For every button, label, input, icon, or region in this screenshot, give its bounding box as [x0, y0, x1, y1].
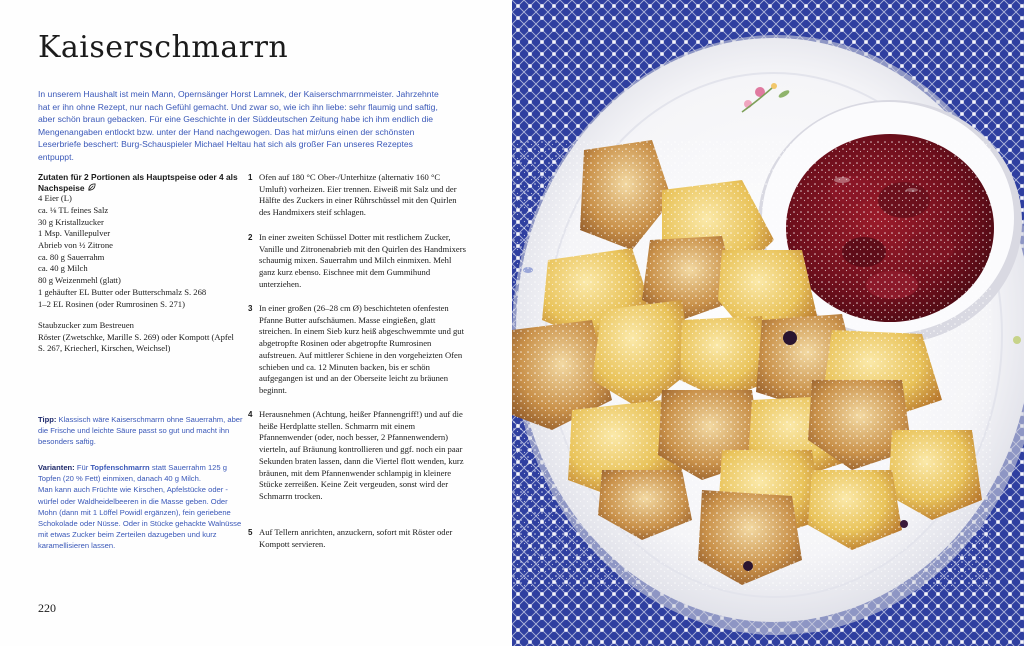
serving-extras [38, 320, 243, 355]
step-text: Ofen auf 180 °C Ober-/Unterhitze (alternativ 160 °C Umluft) vorheizen. Eier trennen. Eiweiß mit Salz und der Hälfte des Zuckers in einer Rührschüssel mit den Quirlen des Handmixers steif schlagen. [259, 172, 457, 218]
serving-note: Röster (Zwetschke, Marille S. 269) oder Kompott (Apfel S. 267, Kriecherl, Kirschen, Weichsel) [38, 331, 234, 354]
tip-label: Tipp: [38, 415, 57, 424]
ingredient-item: Abrieb von ½ Zitrone [38, 240, 113, 250]
ingredients-list [38, 193, 238, 310]
variants-more: Man kann auch Früchte wie Kirschen, Apfelstücke oder -würfel oder Waldheidelbeeren in die Masse geben. Oder Mohn (dann mit 1 Löffel Powidl ergänzen), fein geriebene Schokolade oder Nüsse. Oder in Stücke gehackte Walnüsse mit etwas Zucker beim Zerteilen dazugeben und kurz karamellisieren lassen. [38, 485, 242, 551]
step-number: 3 [248, 304, 253, 313]
step-number: 5 [248, 528, 253, 537]
intro-text: In unserem Haushalt ist mein Mann, Opernsänger Horst Lamnek, der Kaiserschmarrnmeister. Jahrzehnte hat er ihn ohne Rezept, nur nach Gefühl gemacht. Und zwar so, wie ich ihn liebe: sehr flaumig und saftig, aber schön braun gebacken. Für eine Geschichte in der Süddeutschen Zeitung habe ich ihm endlich die Mengenangaben entlockt bzw. unter der Hand nachgewogen. Das hat mir/uns einen der schönsten Leserbriefe beschert: Burg-Schauspieler Michael Heltau hat sich als großer Fan unseres Rezeptes entpuppt. [38, 89, 439, 162]
step-4 [248, 409, 468, 503]
dusting-note: Staubzucker zum Bestreuen [38, 320, 134, 330]
ingredient-item: 1 Msp. Vanillepulver [38, 228, 111, 239]
vegetarian-leaf-icon [87, 183, 96, 192]
ingredient-item: 1–2 EL Rosinen (oder Rumrosinen S. 271) [38, 298, 185, 309]
right-page-photo [512, 0, 1024, 646]
ingredient-item: ca. 40 g Milch [38, 263, 88, 274]
step-number: 4 [248, 410, 253, 419]
ingredient-item: 80 g Weizenmehl (glatt) [38, 275, 121, 286]
step-text: In einer zweiten Schüssel Dotter mit restlichem Zucker, Vanille und Zitronenabrieb mit den Quirlen des Handmixers schaumig mixen. Sauerrahm und Milch einmixen. Mehl ganz kurz ebenso. Eischnee mit dem Gummihund unterziehen. [259, 232, 466, 289]
kaiserschmarrn-photo [512, 0, 1024, 646]
ingredient-item: ca. 80 g Sauerrahm [38, 251, 105, 262]
page-number: 220 [38, 601, 56, 615]
variants-pre: Für [74, 463, 91, 472]
step-number: 1 [248, 173, 253, 182]
step-2 [248, 232, 468, 291]
step-3 [248, 303, 468, 397]
tip-note [38, 414, 248, 448]
ingredients-heading-text: Zutaten für 2 Portionen als Hauptspeise oder 4 als Nachspeise [38, 172, 238, 193]
tip-text: Klassisch wäre Kaiserschmarrn ohne Sauerrahm, aber die Frische und leichte Säure passt so gut und macht ihn besonders saftig. [38, 415, 243, 447]
variants-bold: Topfenschmarrn [90, 463, 150, 472]
variants-first [38, 462, 248, 484]
kaiserschmarrn-pieces [512, 140, 992, 590]
recipe-title: Kaiserschmarrn [38, 30, 289, 65]
ingredient-item: 30 g Kristallzucker [38, 216, 104, 227]
variants-post: statt Sauerrahm 125 g Topfen (20 % Fett) einmixen, danach 40 g Milch. [38, 463, 227, 484]
ingredients-heading [38, 172, 238, 193]
step-text: In einer großen (26–28 cm Ø) beschichteten ofenfesten Pfanne Butter aufschäumen. Masse eingießen, glatt streichen. In einem Sieb kurz heiß abgeschwemmte und gut abgetropfte Rosinen oder abgetropfte Rumrosinen aufstreuen. Auf mittlerer Schiene in den vorgeheizten Ofen schieben und ca. 12 Minuten backen, bis er schön aufgegangen ist und an der Oberseite leicht zu bräunen beginnt. [259, 303, 464, 395]
step-text: Auf Tellern anrichten, anzuckern, sofort mit Röster oder Kompott servieren. [259, 527, 453, 549]
variants-label: Varianten: [38, 463, 75, 472]
ingredient-item: 1 gehäufter EL Butter oder Butterschmalz S. 268 [38, 286, 207, 297]
variants-note [38, 462, 248, 552]
step-5 [248, 527, 468, 550]
step-1 [248, 172, 468, 219]
ingredients-block [38, 172, 238, 310]
step-text: Herausnehmen (Achtung, heißer Pfannengriff!) und auf die heiße Herdplatte stellen. Schmarrn mit einem Pfannenwender (oder, noch besser, 2 Pfannenwendern) vierteln, auf Bräunung kontrollieren und ggf. noch ein paar Sekunden braten lassen, dann die Viertel flott wenden, kurz bräunen, mit dem Pfannenwender schlampig in kleinere Stücke zerreißen. Keine Zeit vergeuden, sonst wird der Schmarrn trocken. [259, 409, 464, 501]
step-number: 2 [248, 233, 253, 242]
ingredient-item: ca. ⅛ TL feines Salz [38, 204, 109, 215]
ingredient-item: 4 Eier (L) [38, 193, 72, 204]
